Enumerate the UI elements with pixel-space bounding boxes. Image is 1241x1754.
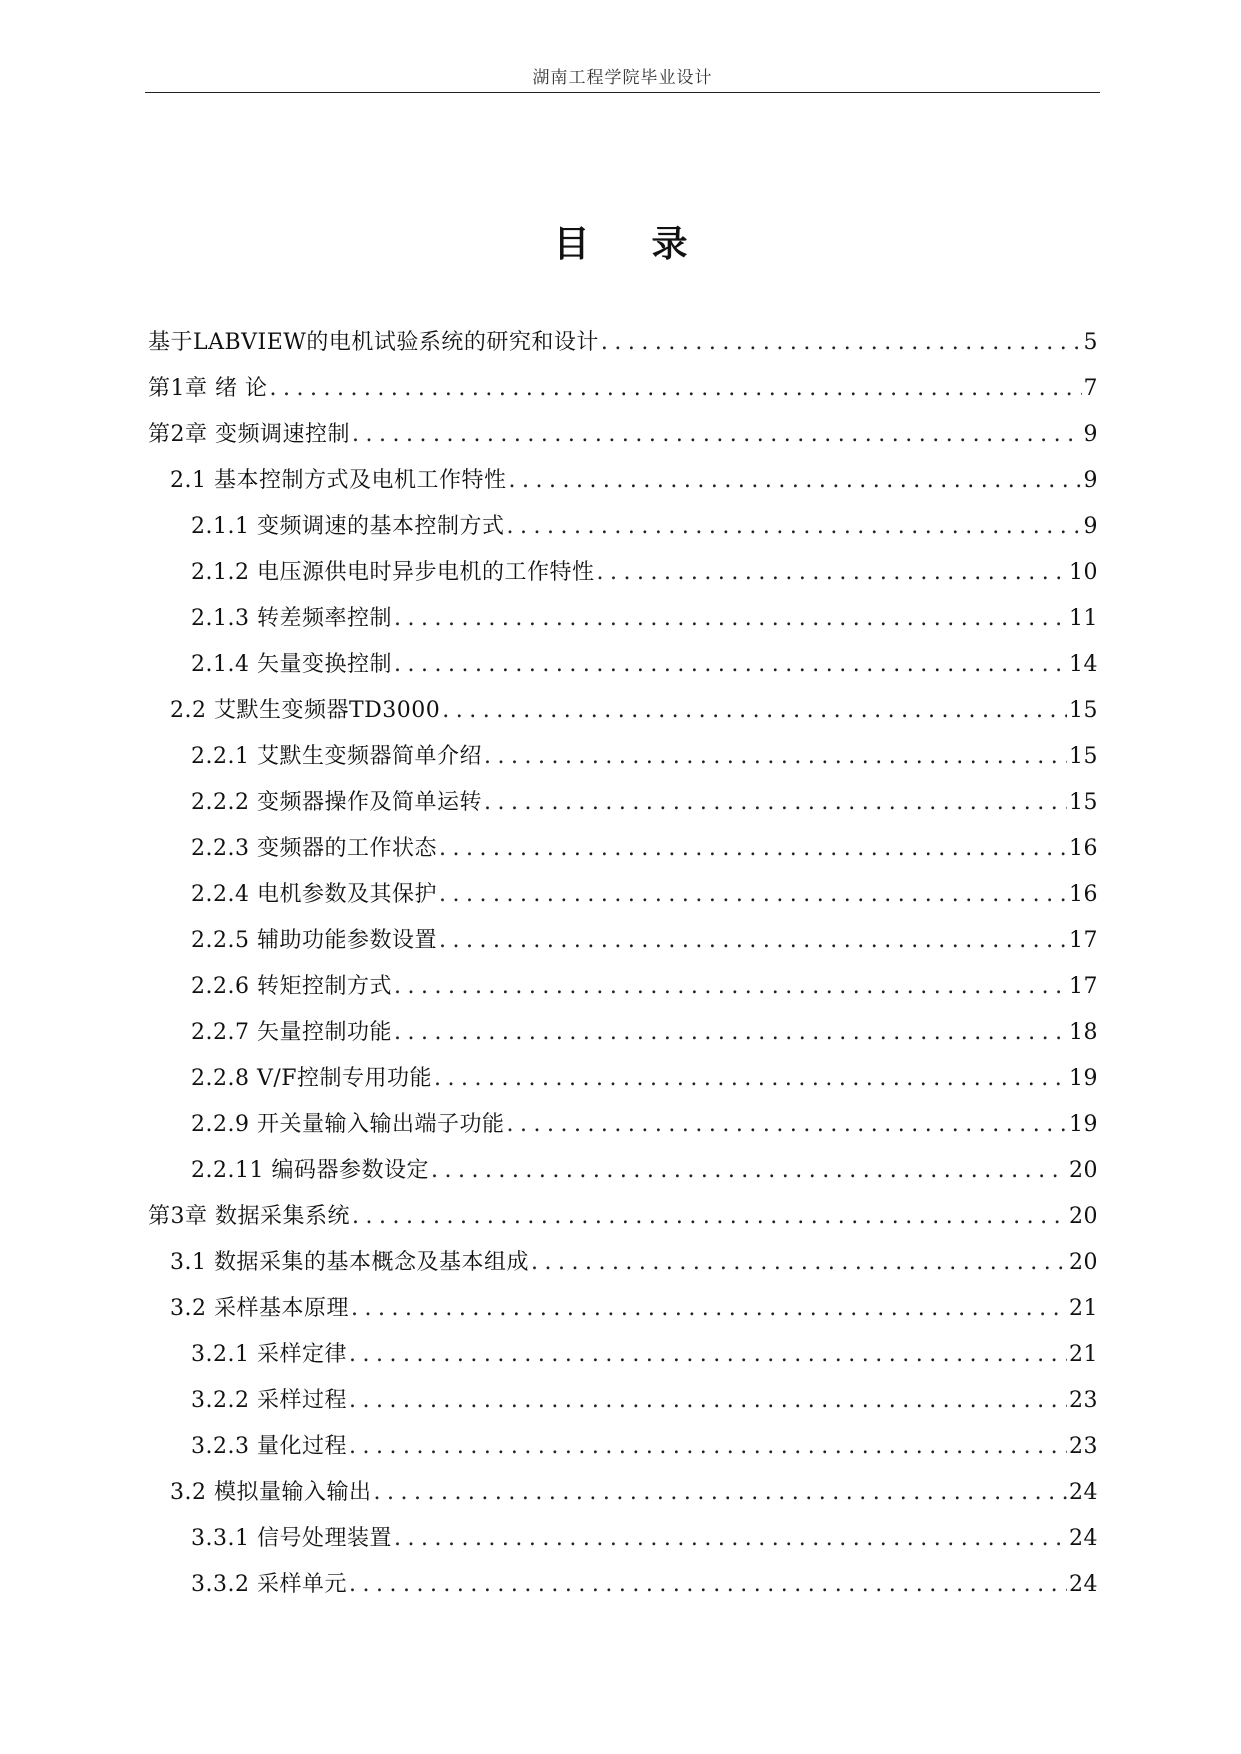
toc-entry[interactable] <box>148 1240 1098 1286</box>
toc-entry-label: 3.2.1 采样定律 <box>191 1342 347 1367</box>
toc-entry[interactable] <box>148 412 1098 458</box>
dot-leader <box>394 1010 1067 1056</box>
dot-leader <box>439 918 1067 964</box>
toc-entry[interactable] <box>148 1470 1098 1516</box>
toc-entry[interactable] <box>148 872 1098 918</box>
dot-leader <box>352 412 1082 458</box>
toc-entry-label: 3.2 模拟量输入输出 <box>170 1480 372 1505</box>
toc-entry[interactable] <box>148 1056 1098 1102</box>
page-header <box>145 64 1100 93</box>
toc-entry-label: 基于LABVIEW的电机试验系统的研究和设计 <box>148 330 599 355</box>
dot-leader <box>601 320 1082 366</box>
toc-entry[interactable] <box>148 826 1098 872</box>
dot-leader <box>394 642 1067 688</box>
toc-entry-page-number: 19 <box>1069 1066 1098 1091</box>
toc-entry[interactable] <box>148 1102 1098 1148</box>
dot-leader <box>394 1516 1067 1562</box>
toc-entry-page-number: 18 <box>1069 1020 1098 1045</box>
dot-leader <box>349 1562 1067 1608</box>
toc-entry-page-number: 10 <box>1069 560 1098 585</box>
toc-entry-label: 2.1.2 电压源供电时异步电机的工作特性 <box>191 560 595 585</box>
toc-entry-page-number: 17 <box>1069 974 1098 999</box>
toc-entry[interactable] <box>148 1562 1098 1608</box>
toc-entry[interactable] <box>148 366 1098 412</box>
toc-entry[interactable] <box>148 550 1098 596</box>
toc-entry-page-number: 19 <box>1069 1112 1098 1137</box>
toc-entry-label: 3.1 数据采集的基本概念及基本组成 <box>170 1250 529 1275</box>
toc-entry-page-number: 7 <box>1083 376 1098 401</box>
toc-entry-label: 2.2 艾默生变频器TD3000 <box>170 698 441 723</box>
toc-entry-page-number: 23 <box>1069 1434 1098 1459</box>
toc-entry[interactable] <box>148 780 1098 826</box>
dot-leader <box>349 1332 1067 1378</box>
toc-entry[interactable] <box>148 734 1098 780</box>
dot-leader <box>394 596 1067 642</box>
toc-entry-label: 2.2.11 编码器参数设定 <box>191 1158 429 1183</box>
dot-leader <box>269 366 1081 412</box>
toc-entry-label: 2.1 基本控制方式及电机工作特性 <box>170 468 507 493</box>
toc-entry-page-number: 24 <box>1069 1572 1098 1597</box>
toc-entry-label: 3.2.2 采样过程 <box>191 1388 347 1413</box>
toc-entry-page-number: 15 <box>1069 744 1098 769</box>
dot-leader <box>394 964 1067 1010</box>
toc-entry-page-number: 23 <box>1069 1388 1098 1413</box>
toc-entry[interactable] <box>148 1378 1098 1424</box>
dot-leader <box>531 1240 1067 1286</box>
toc-entry-page-number: 15 <box>1069 698 1098 723</box>
toc-entry-page-number: 20 <box>1069 1158 1098 1183</box>
toc-entry-label: 第2章 变频调速控制 <box>148 422 350 447</box>
toc-entry-label: 3.3.2 采样单元 <box>191 1572 347 1597</box>
toc-entry[interactable] <box>148 596 1098 642</box>
toc-entry[interactable] <box>148 918 1098 964</box>
dot-leader <box>506 1102 1067 1148</box>
toc-entry-label: 2.2.1 艾默生变频器简单介绍 <box>191 744 482 769</box>
toc-entry[interactable] <box>148 504 1098 550</box>
toc-entry-label: 2.2.4 电机参数及其保护 <box>191 882 437 907</box>
toc-entry-label: 2.2.3 变频器的工作状态 <box>191 836 437 861</box>
toc-entry-label: 2.2.8 V/F控制专用功能 <box>191 1066 433 1091</box>
toc-entry-page-number: 24 <box>1069 1526 1098 1551</box>
dot-leader <box>373 1470 1067 1516</box>
toc-entry-label: 3.2.3 量化过程 <box>191 1434 347 1459</box>
toc-entry-page-number: 9 <box>1083 468 1098 493</box>
header-text: 湖南工程学院毕业设计 <box>532 68 713 88</box>
dot-leader <box>349 1424 1067 1470</box>
toc-entry[interactable] <box>148 1010 1098 1056</box>
toc-entry-page-number: 20 <box>1069 1204 1098 1229</box>
toc-entry-label: 2.1.4 矢量变换控制 <box>191 652 392 677</box>
dot-leader <box>442 688 1067 734</box>
toc-entry-label: 3.3.1 信号处理装置 <box>191 1526 392 1551</box>
toc-entry-page-number: 11 <box>1069 606 1098 631</box>
toc-entry[interactable] <box>148 688 1098 734</box>
toc-entry-page-number: 15 <box>1069 790 1098 815</box>
toc-entry-page-number: 24 <box>1069 1480 1098 1505</box>
toc-entry-label: 2.1.3 转差频率控制 <box>191 606 392 631</box>
dot-leader <box>596 550 1067 596</box>
table-of-contents <box>148 320 1098 1608</box>
toc-entry[interactable] <box>148 320 1098 366</box>
toc-entry-label: 2.2.6 转矩控制方式 <box>191 974 392 999</box>
toc-entry-label: 2.1.1 变频调速的基本控制方式 <box>191 514 505 539</box>
toc-entry-page-number: 16 <box>1069 836 1098 861</box>
toc-entry[interactable] <box>148 1194 1098 1240</box>
dot-leader <box>506 504 1081 550</box>
dot-leader <box>484 734 1067 780</box>
toc-entry-page-number: 17 <box>1069 928 1098 953</box>
toc-entry-label: 第3章 数据采集系统 <box>148 1204 350 1229</box>
toc-entry-label: 2.2.9 开关量输入输出端子功能 <box>191 1112 505 1137</box>
toc-entry-page-number: 9 <box>1083 422 1098 447</box>
dot-leader <box>439 826 1067 872</box>
dot-leader <box>431 1148 1067 1194</box>
dot-leader <box>351 1286 1067 1332</box>
toc-entry-page-number: 21 <box>1069 1296 1098 1321</box>
page-title: 目录 <box>553 224 750 265</box>
toc-entry[interactable] <box>148 964 1098 1010</box>
toc-entry[interactable] <box>148 1148 1098 1194</box>
dot-leader <box>439 872 1067 918</box>
toc-entry-label: 2.2.7 矢量控制功能 <box>191 1020 392 1045</box>
dot-leader <box>349 1378 1067 1424</box>
toc-entry[interactable] <box>148 1286 1098 1332</box>
toc-entry[interactable] <box>148 1516 1098 1562</box>
toc-entry-label: 第1章 绪 论 <box>148 376 268 401</box>
dot-leader <box>434 1056 1067 1102</box>
toc-entry-label: 2.2.2 变频器操作及简单运转 <box>191 790 482 815</box>
toc-entry[interactable] <box>148 1424 1098 1470</box>
dot-leader <box>484 780 1067 826</box>
dot-leader <box>508 458 1081 504</box>
toc-entry-page-number: 9 <box>1083 514 1098 539</box>
toc-entry-label: 3.2 采样基本原理 <box>170 1296 349 1321</box>
dot-leader <box>352 1194 1067 1240</box>
toc-entry-page-number: 16 <box>1069 882 1098 907</box>
toc-entry[interactable] <box>148 642 1098 688</box>
toc-entry[interactable] <box>148 1332 1098 1378</box>
toc-entry[interactable] <box>148 458 1098 504</box>
toc-entry-label: 2.2.5 辅助功能参数设置 <box>191 928 437 953</box>
toc-entry-page-number: 21 <box>1069 1342 1098 1367</box>
toc-entry-page-number: 14 <box>1069 652 1098 677</box>
toc-entry-page-number: 5 <box>1083 330 1098 355</box>
toc-entry-page-number: 20 <box>1069 1250 1098 1275</box>
